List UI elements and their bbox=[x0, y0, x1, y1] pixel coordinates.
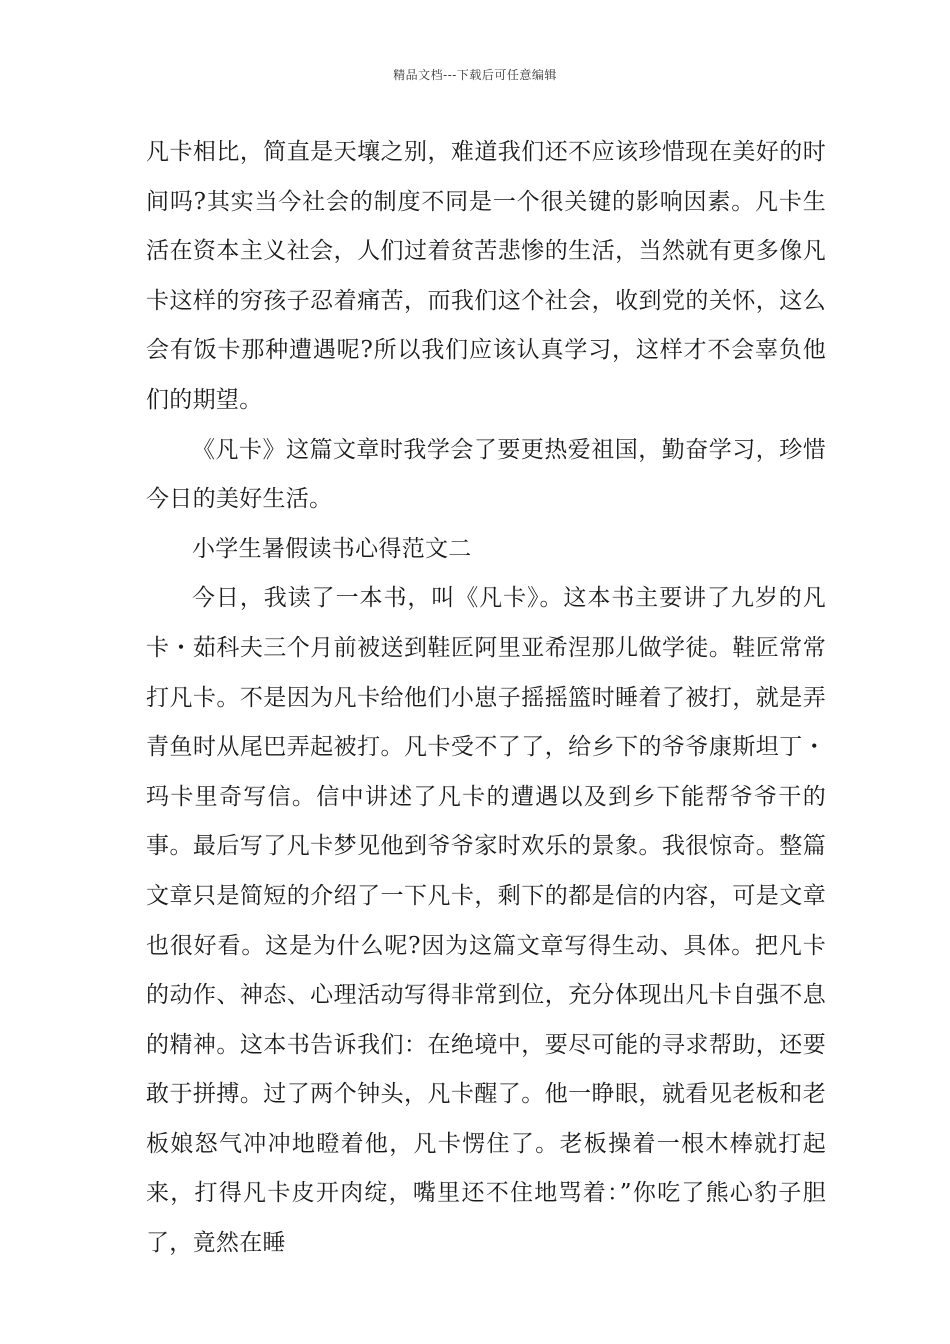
paragraph-essay-two: 今日，我读了一本书，叫《凡卡》。这本书主要讲了九岁的凡卡・茹科夫三个月前被送到鞋匠阿里亚希涅那儿做学徒。鞋匠常常打凡卡。不是因为凡卡给他们小崽子摇摇篮时睡着了被打，就是弄青鱼时从尾巴弄起被打。凡卡受不了了，给乡下的爷爷康斯坦丁・玛卡里奇写信。信中讲述了凡卡的遭遇以及到乡下能帮爷爷干的事。最后写了凡卡梦见他到爷爷家时欢乐的景象。我很惊奇。整篇文章只是简短的介绍了一下凡卡，剩下的都是信的内容，可是文章也很好看。这是为什么呢?因为这篇文章写得生动、具体。把凡卡的动作、神态、心理活动写得非常到位，充分体现出凡卡自强不息的精神。这本书告诉我们：在绝境中，要尽可能的寻求帮助，还要敢于拼搏。过了两个钟头，凡卡醒了。他一睁眼，就看见老板和老板娘怒气冲冲地瞪着他，凡卡愣住了。老板操着一根木棒就打起来，打得凡卡皮开肉绽，嘴里还不住地骂着：”你吃了熊心豹子胆了，竟然在睡 bbox=[146, 585, 826, 1257]
page-header: 精品文档---下载后可任意编辑 bbox=[393, 68, 557, 82]
paragraph-continuation: 凡卡相比，简直是天壤之别，难道我们还不应该珍惜现在美好的时间吗?其实当今社会的制度不同是一个很关键的影响因素。凡卡生活在资本主义社会，人们过着贫苦悲惨的生活，当然就有更多像凡卡这样的穷孩子忍着痛苦，而我们这个社会，收到党的关怀，这么会有饭卡那种遭遇呢?所以我们应该认真学习，这样才不会辜负他们的期望。 bbox=[146, 139, 826, 413]
paragraph-conclusion: 《凡卡》这篇文章时我学会了要更热爱祖国，勤奋学习，珍惜今日的美好生活。 bbox=[146, 436, 826, 513]
section-heading: 小学生暑假读书心得范文二 bbox=[192, 535, 472, 562]
document-body bbox=[146, 128, 826, 1269]
